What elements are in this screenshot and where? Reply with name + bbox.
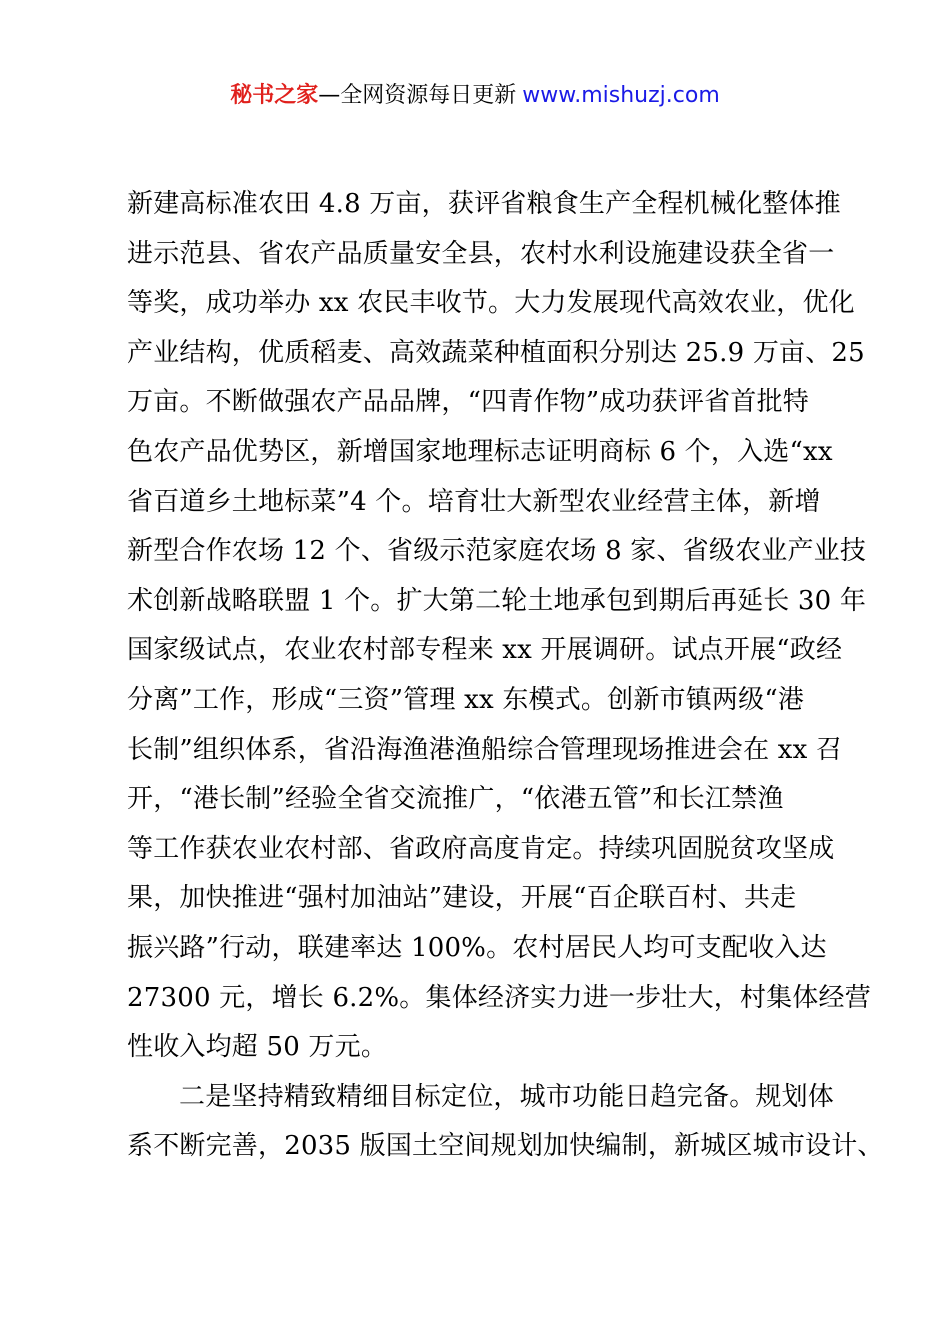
text-line: 国家级试点，农业农村部专程来 xx 开展调研。试点开展“政经 (127, 635, 843, 666)
header-tagline: —全网资源每日更新 (318, 83, 517, 108)
site-url-link[interactable]: www.mishuzj.com (522, 83, 720, 108)
text-line: 万亩。不断做强农产品品牌，“四青作物”成功获评省首批特 (127, 387, 809, 418)
paragraph-start-line: 二是坚持精致精细目标定位，城市功能日趋完备。规划体 (179, 1081, 835, 1112)
text-line: 系不断完善，2035 版国土空间规划加快编制，新城区城市设计、 (127, 1131, 884, 1162)
text-line: 产业结构，优质稻麦、高效蔬菜种植面积分别达 25.9 万亩、25 (127, 337, 865, 368)
text-line: 进示范县、省农产品质量安全县，农村水利设施建设获全省一 (127, 238, 835, 269)
text-line: 27300 元，增长 6.2%。集体经济实力进一步壮大，村集体经营 (127, 982, 871, 1013)
brand-name: 秘书之家 (230, 83, 319, 108)
text-line: 新型合作农场 12 个、省级示范家庭农场 8 家、省级农业产业技 (127, 536, 867, 567)
text-line: 色农产品优势区，新增国家地理标志证明商标 6 个，入选“xx (127, 436, 833, 467)
text-line: 省百道乡土地标菜”4 个。培育壮大新型农业经营主体，新增 (127, 486, 821, 517)
text-line: 新建高标准农田 4.8 万亩，获评省粮食生产全程机械化整体推 (127, 189, 841, 219)
text-line: 等工作获农业农村部、省政府高度肯定。持续巩固脱贫攻坚成 (127, 833, 835, 864)
text-line: 术创新战略联盟 1 个。扩大第二轮土地承包到期后再延长 30 年 (127, 585, 867, 616)
text-line: 性收入均超 50 万元。 (127, 1032, 388, 1063)
text-line: 等奖，成功举办 xx 农民丰收节。大力发展现代高效农业，优化 (127, 288, 855, 319)
text-line: 开，“港长制”经验全省交流推广，“依港五管”和长江禁渔 (127, 784, 784, 815)
text-line: 分离”工作，形成“三资”管理 xx 东模式。创新市镇两级“港 (127, 684, 805, 715)
document-body (127, 180, 884, 1172)
site-header (0, 80, 950, 112)
text-line: 长制”组织体系，省沿海渔港渔船综合管理现场推进会在 xx 召 (127, 734, 843, 765)
text-line: 振兴路”行动，联建率达 100%。农村居民人均可支配收入达 (127, 932, 827, 963)
text-line: 果，加快推进“强村加油站”建设，开展“百企联百村、共走 (127, 883, 797, 914)
